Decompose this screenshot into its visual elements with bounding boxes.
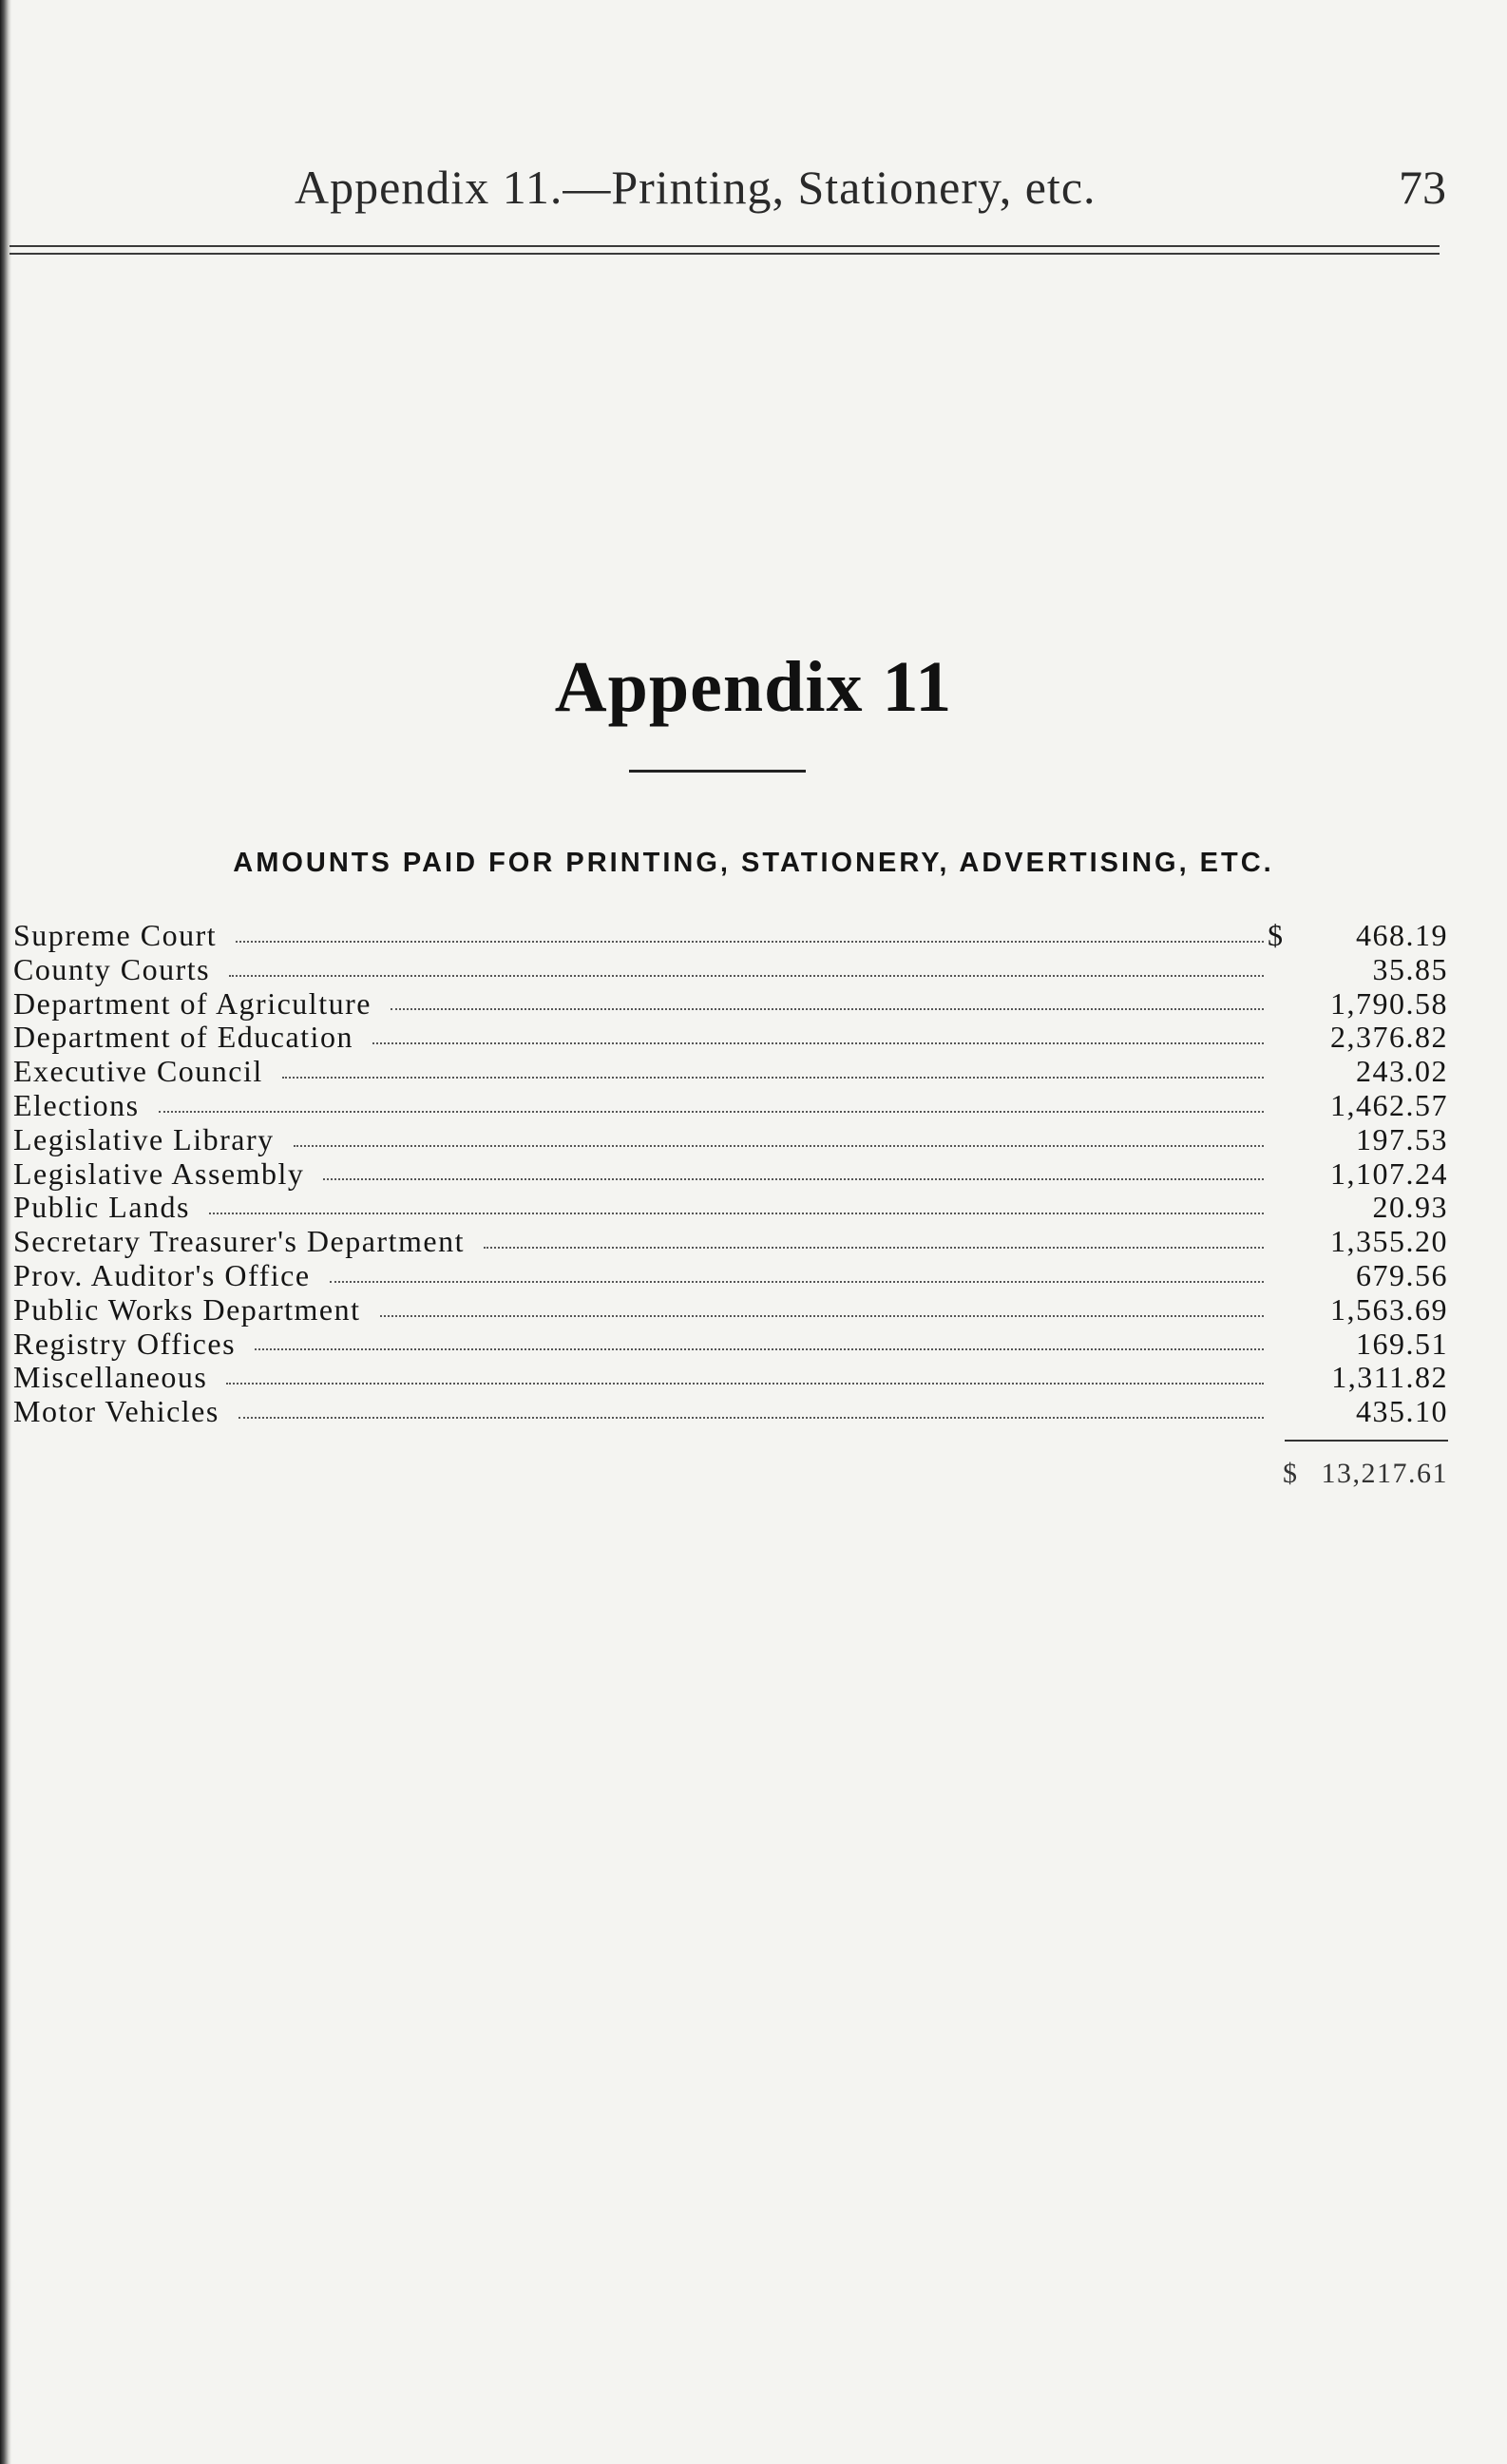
amounts-ledger xyxy=(13,918,1448,1428)
ledger-row-amount: 468.19 xyxy=(1356,918,1448,952)
ledger-row-label: Department of Agriculture xyxy=(13,985,372,1021)
page-number: 73 xyxy=(1399,161,1446,214)
ledger-row-amount: 1,355.20 xyxy=(1330,1224,1448,1259)
page-edge-shadow xyxy=(0,0,11,2464)
ledger-row-amount: 197.53 xyxy=(1356,1121,1448,1156)
ledger-row xyxy=(13,1054,1448,1088)
header-rule-top xyxy=(10,245,1440,247)
total-currency-symbol: $ xyxy=(1283,1458,1299,1489)
ledger-row xyxy=(13,1394,1448,1428)
ledger-row-amount: 1,311.82 xyxy=(1331,1360,1448,1395)
ledger-row-label: County Courts xyxy=(13,951,211,986)
ledger-row-label: Prov. Auditor's Office xyxy=(13,1257,311,1292)
ledger-row-label: Supreme Court xyxy=(13,918,218,952)
ledger-row-label: Legislative Assembly xyxy=(13,1156,305,1191)
ledger-row-label: Secretary Treasurer's Department xyxy=(13,1224,465,1259)
dot-leader xyxy=(236,941,1264,943)
ledger-row xyxy=(13,1190,1448,1224)
dot-leader xyxy=(229,975,1264,977)
ledger-row xyxy=(13,1156,1448,1191)
ledger-row xyxy=(13,1088,1448,1122)
ledger-row-label: Elections xyxy=(13,1087,140,1122)
table-subheading: AMOUNTS PAID FOR PRINTING, STATIONERY, ADVERTISING, ETC. xyxy=(233,848,1274,878)
ledger-row xyxy=(13,1122,1448,1156)
ledger-row xyxy=(13,918,1448,952)
dot-leader xyxy=(372,1042,1264,1044)
ledger-row-label: Miscellaneous xyxy=(13,1360,208,1395)
ledger-total xyxy=(1283,1458,1448,1490)
dot-leader xyxy=(209,1213,1264,1214)
ledger-row-amount: 679.56 xyxy=(1356,1257,1448,1292)
ledger-row-label: Legislative Library xyxy=(13,1121,275,1156)
dot-leader xyxy=(323,1178,1264,1180)
dot-leader xyxy=(255,1348,1264,1350)
ledger-row xyxy=(13,1292,1448,1327)
running-head-title: Appendix 11.—Printing, Stationery, etc. xyxy=(295,161,1097,214)
ledger-row-amount: 169.51 xyxy=(1356,1326,1448,1361)
dot-leader xyxy=(330,1281,1264,1283)
ledger-row-amount: 2,376.82 xyxy=(1330,1020,1448,1055)
total-amount: 13,217.61 xyxy=(1321,1458,1448,1489)
ledger-row-label: Department of Education xyxy=(13,1020,353,1055)
ledger-row xyxy=(13,1327,1448,1361)
ledger-row xyxy=(13,1360,1448,1394)
ledger-row-amount: 20.93 xyxy=(1372,1190,1448,1225)
ledger-row-label: Registry Offices xyxy=(13,1326,237,1361)
ledger-row-label: Public Lands xyxy=(13,1190,190,1225)
ledger-row xyxy=(13,986,1448,1021)
ledger-row-amount: 35.85 xyxy=(1372,951,1448,986)
ledger-row xyxy=(13,952,1448,986)
ledger-row-amount: 243.02 xyxy=(1356,1054,1448,1089)
ledger-row xyxy=(13,1020,1448,1054)
ledger-row-amount: 1,790.58 xyxy=(1330,985,1448,1021)
appendix-heading: Appendix 11 xyxy=(554,647,953,727)
ledger-row-amount: 435.10 xyxy=(1356,1394,1448,1429)
ledger-row xyxy=(13,1224,1448,1258)
total-rule xyxy=(1285,1440,1448,1442)
dot-leader xyxy=(294,1145,1264,1147)
ledger-row-label: Public Works Department xyxy=(13,1291,361,1327)
heading-underline xyxy=(629,770,806,773)
header-rule-bottom xyxy=(10,253,1440,255)
ledger-row-amount: 1,107.24 xyxy=(1330,1156,1448,1191)
ledger-row-amount: 1,462.57 xyxy=(1330,1087,1448,1122)
header-double-rule xyxy=(10,245,1440,258)
ledger-row-amount: 1,563.69 xyxy=(1330,1291,1448,1327)
dot-leader xyxy=(484,1247,1264,1249)
ledger-row-label: Executive Council xyxy=(13,1054,263,1089)
ledger-row-currency: $ xyxy=(1268,918,1285,952)
dot-leader xyxy=(226,1383,1264,1385)
ledger-row xyxy=(13,1258,1448,1292)
dot-leader xyxy=(391,1008,1264,1010)
ledger-row-label: Motor Vehicles xyxy=(13,1394,219,1429)
dot-leader xyxy=(282,1077,1264,1079)
dot-leader xyxy=(159,1111,1264,1113)
dot-leader xyxy=(380,1315,1265,1317)
dot-leader xyxy=(238,1417,1264,1419)
running-head xyxy=(0,160,1507,236)
